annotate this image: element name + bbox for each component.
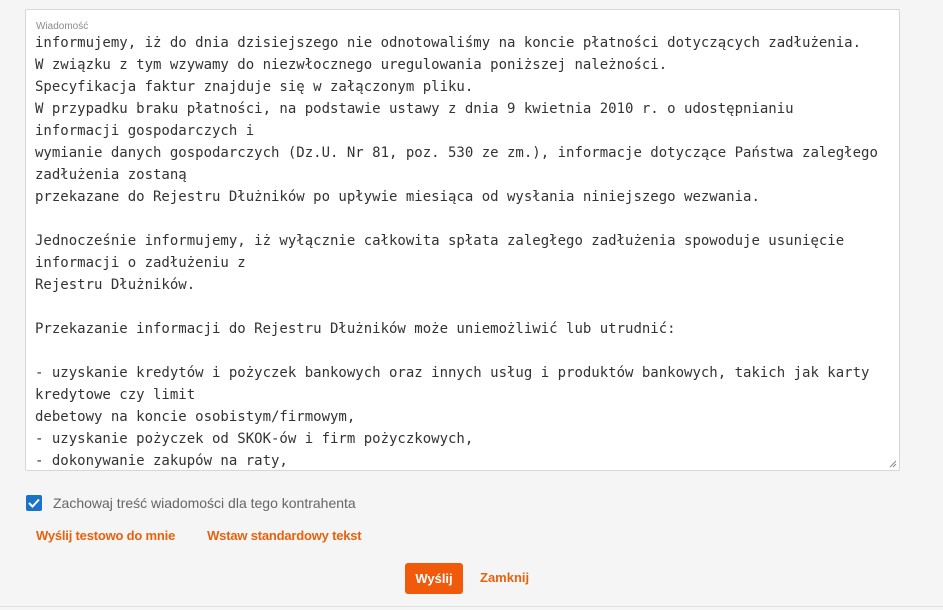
bottom-divider (0, 606, 943, 607)
send-test-link[interactable]: Wyślij testowo do mnie (36, 528, 176, 543)
resize-handle-icon[interactable] (889, 460, 897, 468)
keep-content-label: Zachowaj treść wiadomości dla tego kontrahenta (53, 495, 356, 511)
checkmark-icon (28, 498, 40, 508)
secondary-actions (36, 528, 361, 543)
message-label: Wiadomość (36, 21, 89, 32)
keep-content-option[interactable] (26, 494, 356, 512)
send-button[interactable]: Wyślij (405, 563, 463, 594)
insert-standard-text-link[interactable]: Wstaw standardowy tekst (207, 528, 362, 543)
close-link[interactable]: Zamknij (480, 570, 530, 585)
keep-content-checkbox[interactable] (26, 495, 42, 511)
message-textarea[interactable] (25, 9, 900, 471)
message-body-text[interactable]: informujemy, iż do dnia dzisiejszego nie odnotowaliśmy na koncie płatności dotyczących zadłużenia. W związku z tym wzywamy do niezwłocznego uregulowania poniższej należności. Specyfikacja faktur znajduje się w załączonym pliku. W przypadku braku płatności, na podstawie ustawy z dnia 9 kwietnia 2010 r. o udostępnianiu informacji gospodarczych i wymianie danych gospodarczych (Dz.U. Nr 81, poz. 530 ze zm.), informacje dotyczące Państwa zaległego zadłużenia zostaną przekazane do Rejestru Dłużników po upływie miesiąca od wysłania niniejszego wezwania. Jednocześnie informujemy, iż wyłącznie całkowita spłata zaległego zadłużenia spowoduje usunięcie informacji o zadłużeniu z Rejestru Dłużników. Przekazanie informacji do Rejestru Dłużników może uniemożliwić lub utrudnić: - uzyskanie kredytów i pożyczek bankowych oraz innych usług i produktów bankowych, takich jak karty kredytowe czy limit debetowy na koncie osobistym/firmowym, - uzyskanie pożyczek od SKOK-ów i firm pożyczkowych, - dokonywanie zakupów na raty, (35, 35, 878, 469)
